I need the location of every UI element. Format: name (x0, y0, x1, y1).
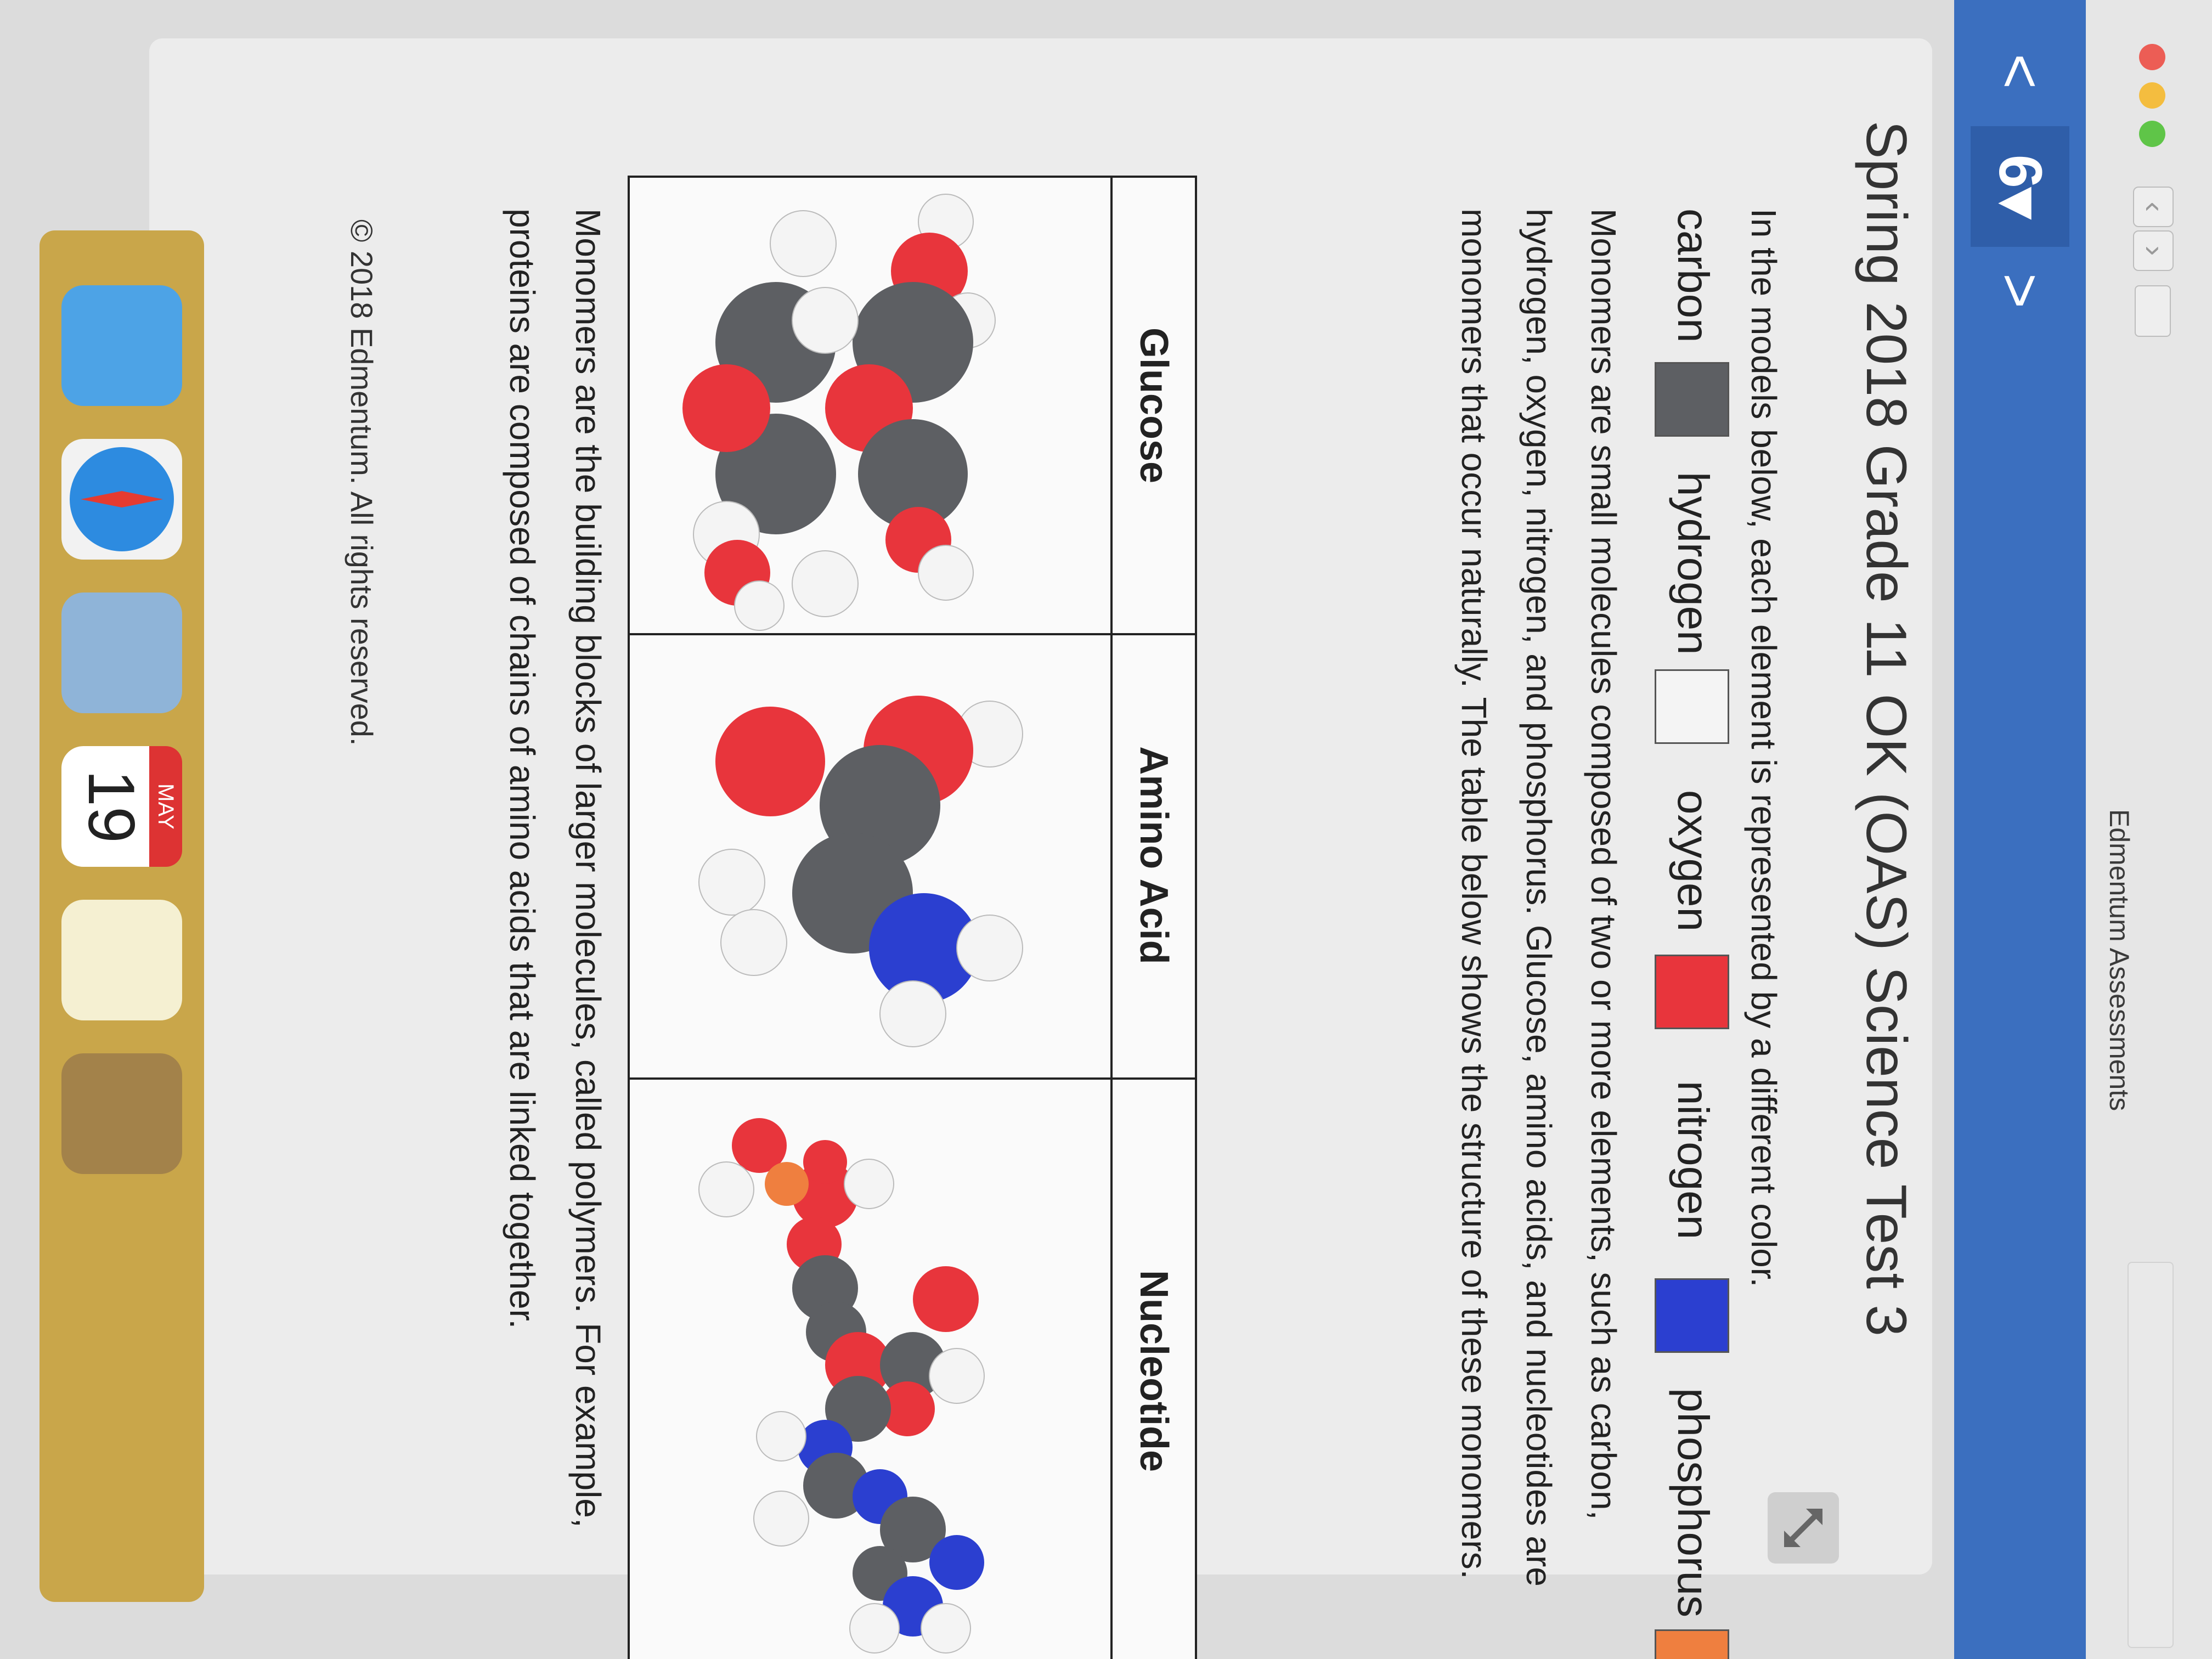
hydrogen-swatch (1655, 669, 1729, 744)
question-nav-bar (1954, 0, 2086, 1659)
header-nucleotide: Nucleotide (1132, 1269, 1176, 1472)
question-number-dropdown[interactable]: 6▾ (1971, 126, 2069, 247)
window-title: Edmentum Assessments (2104, 809, 2135, 1111)
carbon-swatch (1655, 362, 1729, 437)
address-bar[interactable] (2128, 1262, 2174, 1648)
nucleotide-model-cell (630, 1080, 1110, 1659)
element-color-legend (1652, 208, 1729, 1618)
legend-label-phosphorus: phosphorus (1669, 1388, 1718, 1618)
legend-item-nitrogen (1652, 1081, 1729, 1383)
notes-icon[interactable] (61, 900, 182, 1020)
legend-label-hydrogen: hydrogen (1669, 472, 1718, 655)
sidebar-toggle-icon[interactable] (2135, 285, 2171, 337)
calendar-day: 19 (75, 770, 148, 843)
browser-back-button[interactable]: ‹ (2133, 187, 2174, 227)
oxygen-swatch (1655, 955, 1729, 1029)
contacts-icon[interactable] (61, 1053, 182, 1174)
next-question-button[interactable]: > (1987, 273, 2054, 309)
legend-item-phosphorus (1652, 1388, 1729, 1659)
window-titlebar (2085, 0, 2212, 1659)
calendar-month: MAY (149, 746, 182, 867)
monomer-table (628, 176, 1197, 1659)
zoom-window-button[interactable] (2139, 121, 2165, 147)
mail-icon[interactable] (61, 592, 182, 713)
previous-question-button[interactable]: < (1987, 53, 2054, 89)
calendar-icon[interactable] (61, 746, 182, 867)
legend-item-hydrogen (1652, 472, 1729, 779)
copyright-text: © 2018 Edmentum. All rights reserved. (345, 219, 379, 746)
glucose-model-cell (630, 178, 1110, 633)
nucleotide-molecule-model (630, 1080, 1110, 1659)
legend-label-nitrogen: nitrogen (1669, 1081, 1718, 1240)
legend-item-carbon (1652, 208, 1729, 461)
test-title: Spring 2018 Grade 11 OK (OAS) Science Test 3 (1854, 121, 1918, 1336)
header-amino-acid: Amino Acid (1132, 746, 1176, 964)
legend-item-oxygen (1652, 790, 1729, 1075)
legend-label-oxygen: oxygen (1669, 790, 1718, 932)
minimize-window-button[interactable] (2139, 82, 2165, 109)
safari-icon[interactable] (61, 439, 182, 560)
table-header-row (1110, 178, 1195, 1659)
close-window-button[interactable] (2139, 44, 2165, 70)
question-prompt: In the models below, each element is represented by a different color. (1744, 208, 1784, 1288)
nitrogen-swatch (1655, 1278, 1729, 1353)
phosphorus-swatch (1655, 1629, 1729, 1659)
glucose-molecule-model (630, 178, 1110, 633)
header-glucose: Glucose (1132, 327, 1176, 484)
amino-acid-model-cell (630, 635, 1110, 1077)
amino-acid-molecule-model (630, 635, 1110, 1077)
finder-icon[interactable] (61, 285, 182, 406)
mac-dock (40, 230, 204, 1602)
legend-label-carbon: carbon (1669, 208, 1718, 343)
polymer-paragraph: Monomers are the building blocks of larger molecules, called polymers. For example, proteins are composed of chains of amino acids that are linked together. (503, 208, 608, 1528)
browser-forward-button[interactable]: › (2133, 230, 2174, 271)
monomer-paragraph: Monomers are small molecules composed of two or more elements, such as carbon, hydrogen, oxygen, nitrogen, and phosphorus. Glucose, amino acids, and nucleotides are monomers that occur naturally. The table below shows the structure of these monomers. (1454, 208, 1623, 1587)
